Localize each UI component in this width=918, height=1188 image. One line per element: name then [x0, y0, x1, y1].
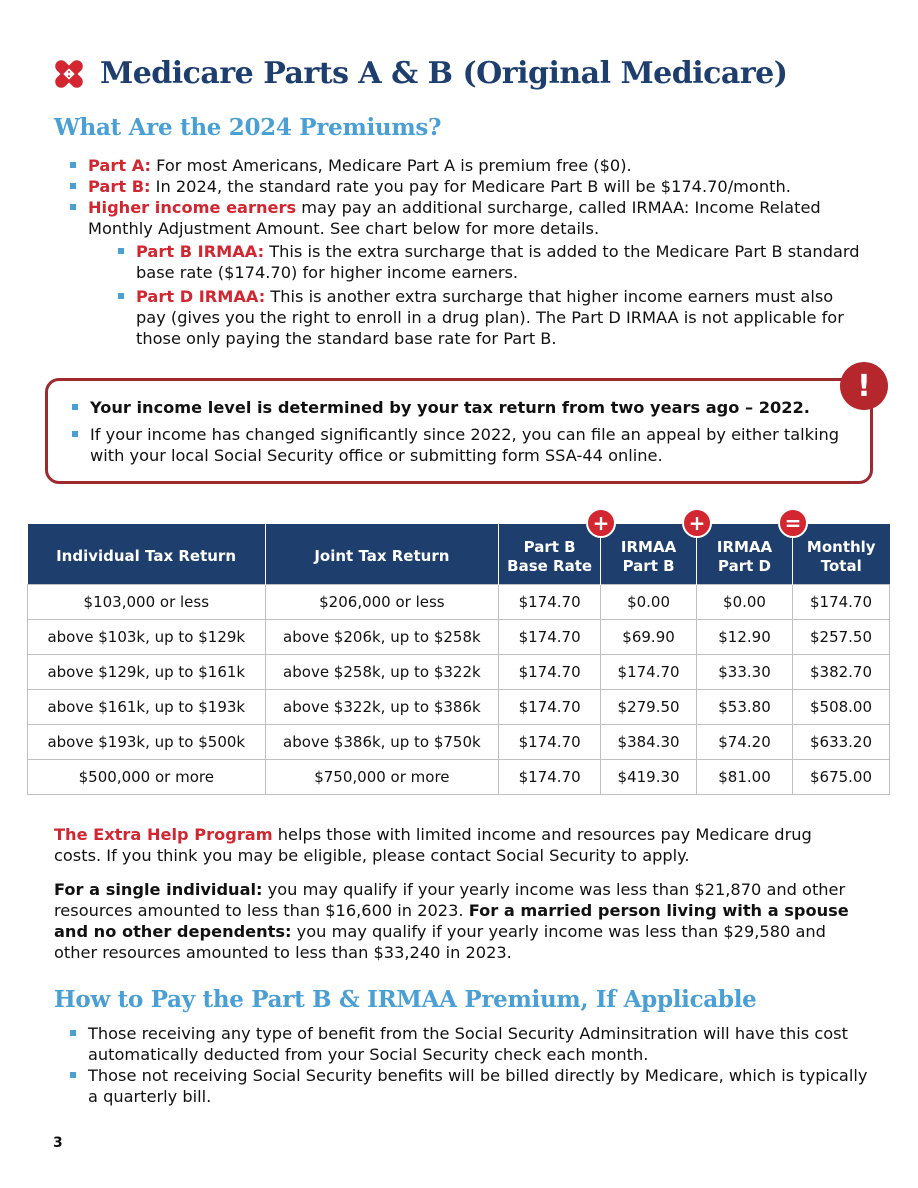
bandage-cross-icon — [52, 57, 86, 91]
table-body — [28, 584, 890, 794]
table-row — [28, 724, 890, 759]
column-header: Monthly Total — [793, 524, 890, 584]
table-cell: $382.70 — [793, 654, 890, 689]
page-number: 3 — [53, 1135, 63, 1151]
table-cell: $174.70 — [499, 689, 601, 724]
list-item: Higher income earners may pay an additional surcharge, called IRMAA: Income Related Monthly Adjustment Amount. See chart below for more details. Part B IRMAA: This is the extra surcharge that is added to the Medicare Part B standard base rate ($174.70) for higher income earners. Part D IRMAA: This is another extra surcharge that higher income earners must also pay (gives you the right to enroll in a drug plan). The Part D IRMAA is not applicable for those only paying the standard base rate for Part B. — [68, 197, 868, 349]
column-header: Part B Base Rate — [499, 524, 601, 584]
table-row — [28, 584, 890, 619]
extra-help-paragraph: The Extra Help Program helps those with limited income and resources pay Medicare drug costs. If you think you may be eligible, please contact Social Security to apply. — [54, 825, 812, 865]
page-title: Medicare Parts A & B (Original Medicare) — [100, 56, 788, 91]
table-cell: $174.70 — [499, 724, 601, 759]
column-header: Joint Tax Return — [265, 524, 499, 584]
list-item: Your income level is determined by your tax return from two years ago – 2022. — [70, 397, 850, 418]
table-cell: $53.80 — [697, 689, 793, 724]
table-cell: above $129k, up to $161k — [28, 654, 266, 689]
table-cell: $419.30 — [601, 759, 697, 794]
table-cell: $12.90 — [697, 619, 793, 654]
premiums-list — [68, 155, 868, 352]
table-cell: above $193k, up to $500k — [28, 724, 266, 759]
irmaa-table — [27, 524, 890, 795]
table-cell: $103,000 or less — [28, 584, 266, 619]
eligibility-paragraph: For a single individual: you may qualify if your yearly income was less than $21,870 and other resources amounted to less than $16,600 in 2023. For a married person living with a spouse and no other dependents: you may qualify if your yearly income was less than $29,580 and other resources amounted to less than $33,240 in 2023. — [54, 880, 849, 962]
table-cell: above $206k, up to $258k — [265, 619, 499, 654]
table-cell: above $103k, up to $129k — [28, 619, 266, 654]
pay-list — [68, 1023, 868, 1107]
list-item: Part A: For most Americans, Medicare Part A is premium free ($0). — [68, 155, 868, 176]
table-cell: above $258k, up to $322k — [265, 654, 499, 689]
list-item: Those receiving any type of benefit from the Social Security Adminsitration will have this cost automatically deducted from your Social Security check each month. — [68, 1023, 868, 1065]
alert-list — [70, 397, 850, 472]
table-cell: $174.70 — [499, 584, 601, 619]
table-cell: $33.30 — [697, 654, 793, 689]
plus-icon: + — [682, 508, 712, 538]
table-cell: $174.70 — [793, 584, 890, 619]
table-cell: $174.70 — [499, 759, 601, 794]
table-cell: $279.50 — [601, 689, 697, 724]
table-row — [28, 689, 890, 724]
list-item: Those not receiving Social Security benefits will be billed directly by Medicare, which is typically a quarterly bill. — [68, 1065, 868, 1107]
table-cell: $81.00 — [697, 759, 793, 794]
table-cell: $633.20 — [793, 724, 890, 759]
table-cell: $174.70 — [601, 654, 697, 689]
table-cell: $174.70 — [499, 619, 601, 654]
table-header-row — [28, 524, 890, 584]
column-header: IRMAA Part D — [697, 524, 793, 584]
irmaa-sublist — [116, 241, 868, 349]
table-cell: above $386k, up to $750k — [265, 724, 499, 759]
exclamation-icon: ! — [840, 362, 888, 410]
pay-heading: How to Pay the Part B & IRMAA Premium, If Applicable — [54, 986, 757, 1013]
table-cell: $0.00 — [697, 584, 793, 619]
alert-box — [45, 378, 873, 484]
list-item: Part D IRMAA: This is another extra surcharge that higher income earners must also pay (gives you the right to enroll in a drug plan). The Part D IRMAA is not applicable for those only paying the standard base rate for Part B. — [116, 286, 868, 349]
table-cell: $257.50 — [793, 619, 890, 654]
table-cell: $508.00 — [793, 689, 890, 724]
table-cell: $74.20 — [697, 724, 793, 759]
list-item: Part B IRMAA: This is the extra surcharge that is added to the Medicare Part B standard base rate ($174.70) for higher income earners. — [116, 241, 868, 283]
equals-icon: = — [778, 508, 808, 538]
plus-icon: + — [586, 508, 616, 538]
table-cell: $500,000 or more — [28, 759, 266, 794]
table-cell: $206,000 or less — [265, 584, 499, 619]
table-cell: $384.30 — [601, 724, 697, 759]
list-item: Part B: In 2024, the standard rate you pay for Medicare Part B will be $174.70/month. — [68, 176, 868, 197]
column-header: Individual Tax Return — [28, 524, 266, 584]
premiums-heading: What Are the 2024 Premiums? — [54, 114, 442, 141]
table-cell: $174.70 — [499, 654, 601, 689]
column-header: IRMAA Part B — [601, 524, 697, 584]
table-row — [28, 759, 890, 794]
table-row — [28, 619, 890, 654]
table-cell: above $322k, up to $386k — [265, 689, 499, 724]
table-cell: $0.00 — [601, 584, 697, 619]
title-row — [52, 56, 787, 91]
table-cell: $69.90 — [601, 619, 697, 654]
table-cell: above $161k, up to $193k — [28, 689, 266, 724]
list-item: If your income has changed significantly since 2022, you can file an appeal by either talking with your local Social Security office or submitting form SSA-44 online. — [70, 424, 850, 466]
table-cell: $675.00 — [793, 759, 890, 794]
table-cell: $750,000 or more — [265, 759, 499, 794]
table-row — [28, 654, 890, 689]
